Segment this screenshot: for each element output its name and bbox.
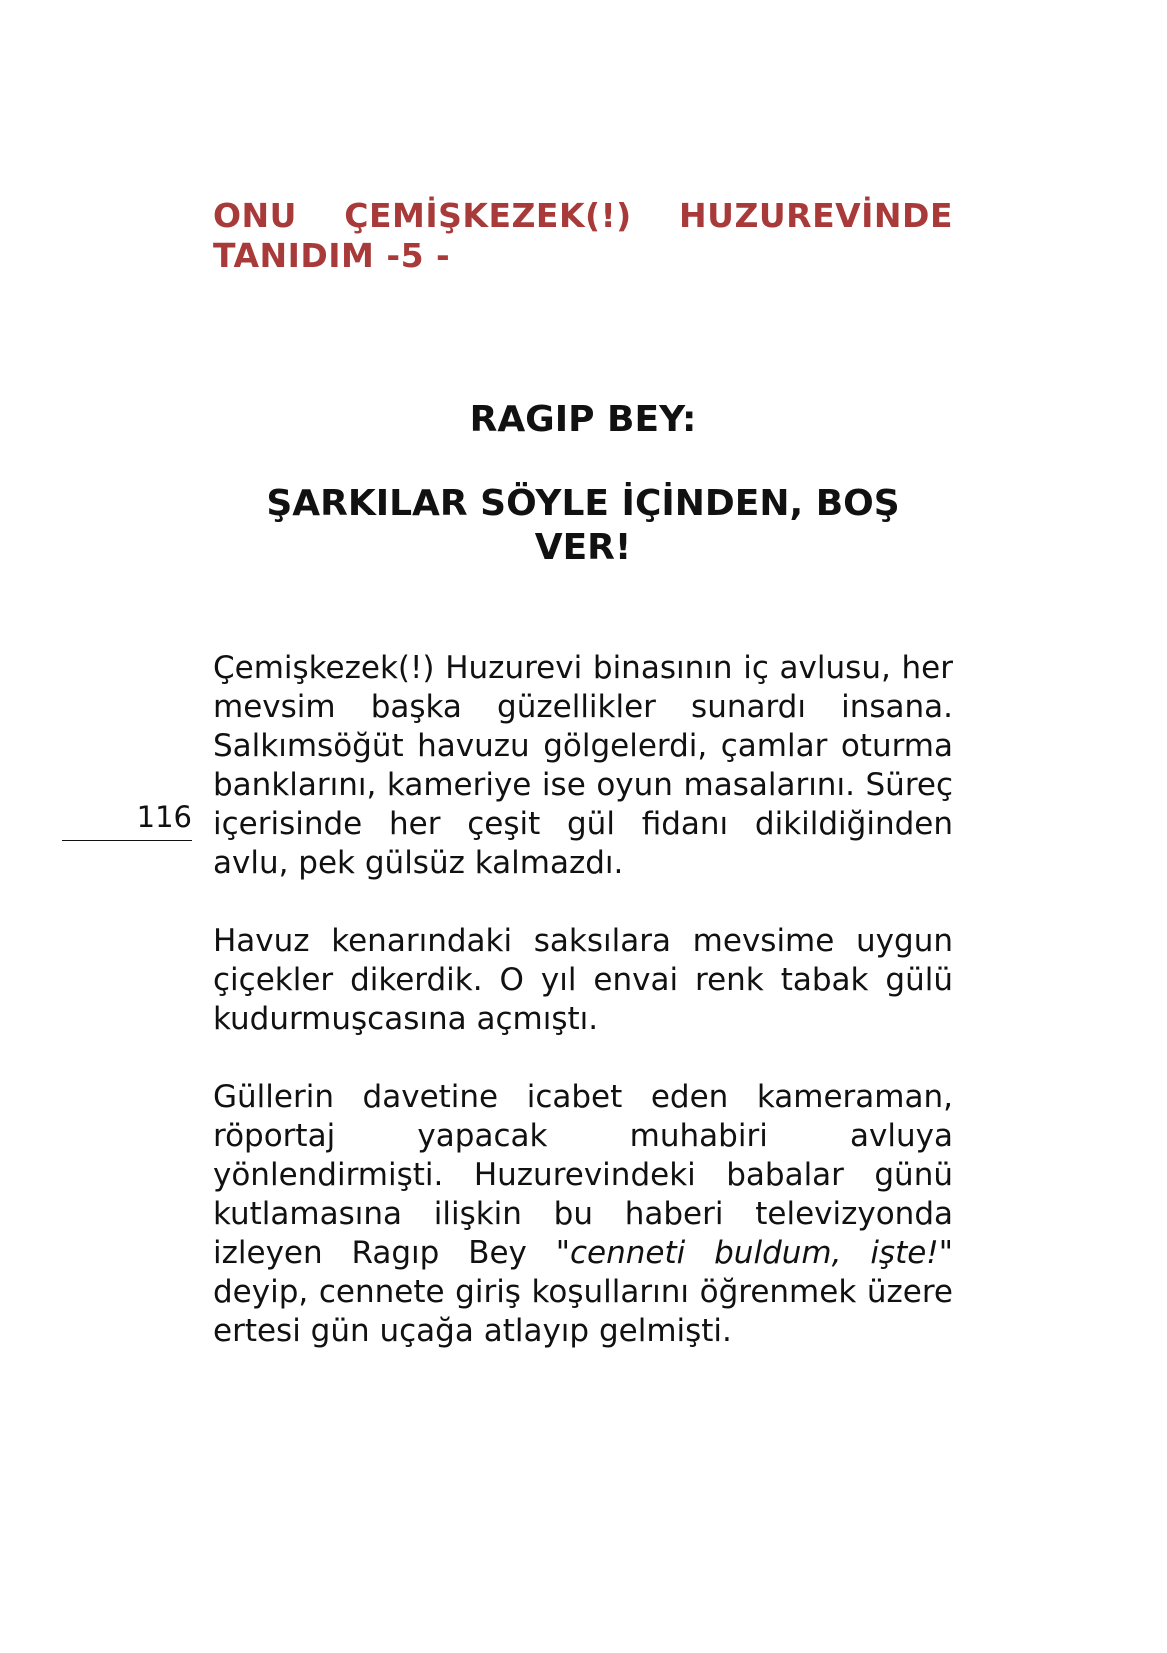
page-number: 116 — [136, 800, 192, 834]
chapter-subtitle: ŞARKILAR SÖYLE İÇİNDEN, BOŞ VER! — [266, 483, 900, 568]
paragraph-3 — [213, 1078, 953, 1351]
chapter-title: RAGIP BEY: — [469, 399, 697, 440]
paragraph-3-end: " deyip, cennete giriş koşullarını öğrenmek üzere ertesi gün uçağa atlayıp gelmişti. — [213, 1235, 953, 1349]
page-number-rule — [62, 840, 192, 841]
running-header: ONU ÇEMİŞKEZEK(!) HUZUREVİNDE TANIDIM -5 - — [213, 196, 953, 275]
paragraph-2: Havuz kenarındaki saksılara mevsime uygun çiçekler dikerdik. O yıl envai renk tabak gülü kudurmuşcasına açmıştı. — [213, 923, 953, 1037]
paragraph-3-start: Güllerin davetine icabet eden kameraman, röportaj yapacak muhabiri avluya yönlendirmişti. Huzurevindeki babalar günü kutlamasına ilişkin bu haberi televizyonda izleyen Ragıp Bey " — [213, 1079, 953, 1271]
paragraph-3-quote: cenneti buldum, işte! — [570, 1235, 939, 1271]
paragraph-1: Çemişkezek(!) Huzurevi binasının iç avlusu, her mevsim başka güzellikler sunardı insana. Salkımsöğüt havuzu gölgelerdi, çamlar oturma banklarını, kameriye ise oyun masalarını. Süreç içerisinde her çeşit gül fidanı dikildiğinden avlu, pek gülsüz kalmazdı. — [213, 650, 953, 881]
body-text — [213, 649, 953, 1390]
